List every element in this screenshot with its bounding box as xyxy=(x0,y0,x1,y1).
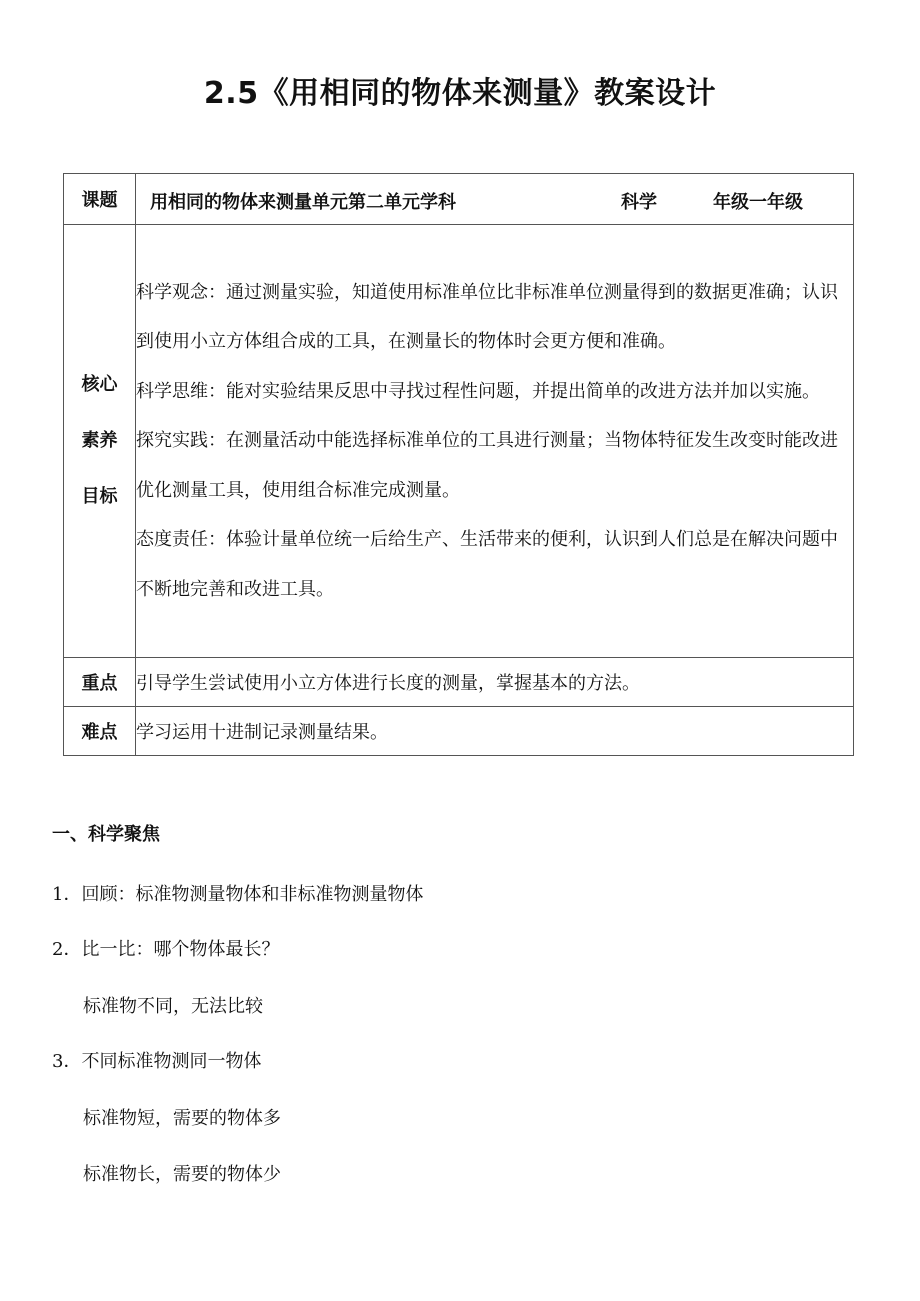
course-grade: 年级一年级 xyxy=(713,192,803,213)
lesson-plan-table xyxy=(63,173,854,756)
list-item xyxy=(52,935,279,961)
course-info-cell xyxy=(136,174,854,225)
table-row-difficulty xyxy=(64,707,854,756)
difficulty-label: 难点 xyxy=(64,707,136,756)
key-point-text: 引导学生尝试使用小立方体进行长度的测量，掌握基本的方法。 xyxy=(136,658,854,707)
table-row-course xyxy=(64,174,854,225)
list-item-number: 3 xyxy=(52,1051,64,1072)
list-item xyxy=(52,880,423,906)
core-goal-practice: 探究实践：在测量活动中能选择标准单位的工具进行测量；当物体特征发生改变时能改进优化测量工具，使用组合标准完成测量。 xyxy=(136,430,838,501)
key-point-label: 重点 xyxy=(64,658,136,707)
page-title: 2.5《用相同的物体来测量》教案设计 xyxy=(203,76,717,111)
list-item xyxy=(83,992,263,1018)
list-item-text: ．不同标准物测同一物体 xyxy=(63,1051,262,1072)
course-name: 用相同的物体来测量单元第二单元学科 xyxy=(150,192,456,213)
list-item xyxy=(52,1047,261,1073)
core-label-line: 目标 xyxy=(81,486,118,507)
core-label-line: 素养 xyxy=(81,430,118,451)
list-item-text: ．比一比：哪个物体最长？ xyxy=(63,939,280,960)
difficulty-text: 学习运用十进制记录测量结果。 xyxy=(136,707,854,756)
list-item xyxy=(83,1104,281,1130)
core-goal-thinking: 科学思维：能对实验结果反思中寻找过程性问题，并提出简单的改进方法并加以实施。 xyxy=(136,380,820,402)
table-row-core xyxy=(64,225,854,658)
table-row-key-point xyxy=(64,658,854,707)
core-label xyxy=(64,225,136,658)
list-item xyxy=(83,1160,281,1186)
course-label: 课题 xyxy=(64,174,136,225)
core-label-line: 核心 xyxy=(81,374,118,395)
list-item-text: 标准物长，需要的物体少 xyxy=(83,1164,281,1185)
core-goals-cell xyxy=(136,225,854,658)
course-subject: 科学 xyxy=(621,192,657,213)
list-item-text: 标准物不同，无法比较 xyxy=(83,996,263,1017)
core-goal-concept: 科学观念：通过测量实验，知道使用标准单位比非标准单位测量得到的数据更准确；认识到使用小立方体组合成的工具，在测量长的物体时会更方便和准确。 xyxy=(136,281,838,353)
section-heading: 一、科学聚焦 xyxy=(52,824,160,845)
core-goal-attitude: 态度责任：体验计量单位统一后给生产、生活带来的便利，认识到人们总是在解决问题中不断地完善和改进工具。 xyxy=(136,529,838,600)
list-item-number: 2 xyxy=(52,939,64,960)
list-item-text: 标准物短，需要的物体多 xyxy=(83,1108,281,1129)
list-item-text: ．回顾：标准物测量物体和非标准物测量物体 xyxy=(63,884,424,905)
list-item-number: 1 xyxy=(52,884,64,905)
